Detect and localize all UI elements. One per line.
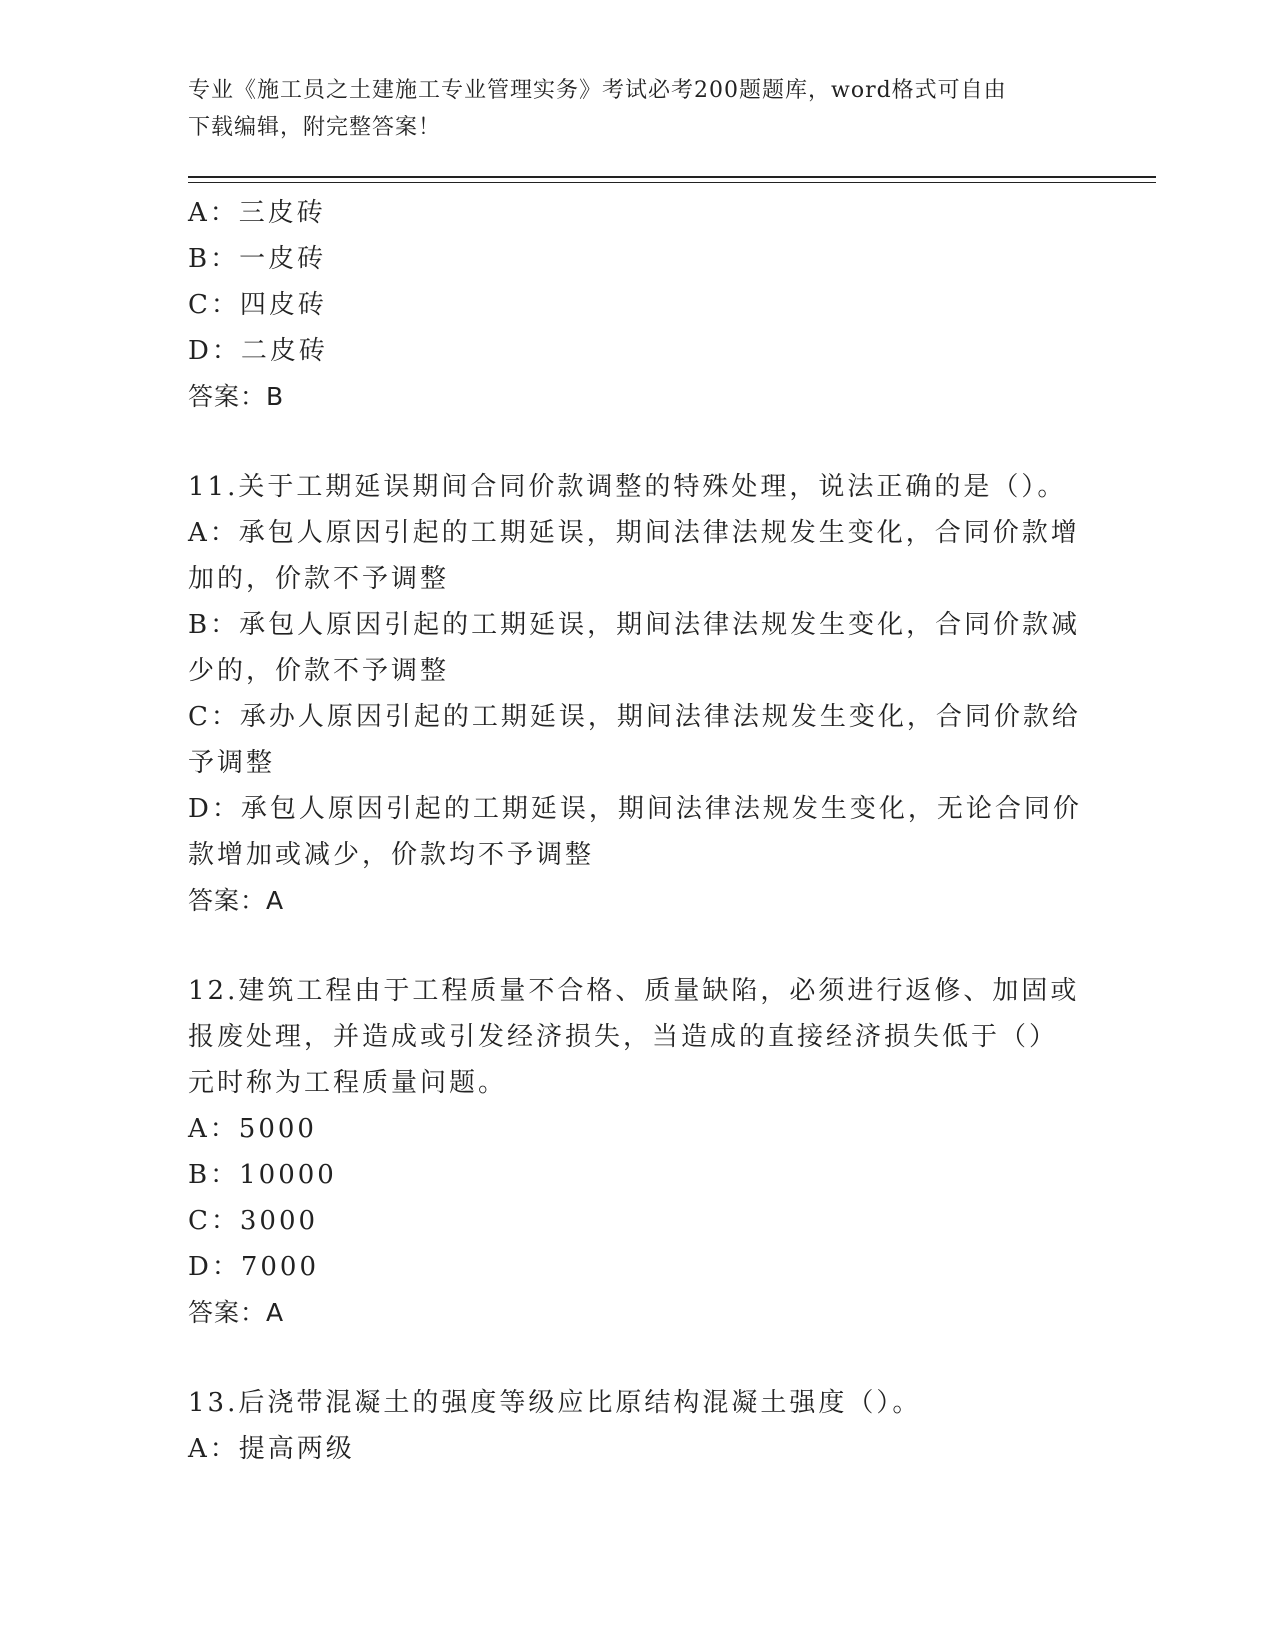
question-13 [188,1380,1088,1472]
answer: 答案：A [188,1298,285,1327]
option-b-line-1: B：承包人原因引起的工期延误，期间法律法规发生变化，合同价款减 [188,610,1081,640]
question-12 [188,968,1088,1336]
option-d: D：二皮砖 [188,336,328,366]
spacer [188,1336,1088,1380]
header-divider-thick [188,176,1156,178]
header-line-2: 下载编辑，附完整答案！ [188,115,442,140]
question-text-line-2: 报废处理，并造成或引发经济损失，当造成的直接经济损失低于（） [188,1022,1059,1052]
option-a: A：提高两级 [188,1434,355,1464]
answer: 答案：B [188,382,285,411]
spacer [188,420,1088,464]
question-list [188,190,1088,1472]
spacer [188,924,1088,968]
document-header [188,72,1068,146]
question-10 [188,190,1088,420]
question-text-line-3: 元时称为工程质量问题。 [188,1068,508,1098]
answer: 答案：A [188,886,285,915]
option-d-line-2: 款增加或减少，价款均不予调整 [188,840,595,870]
option-b-line-2: 少的，价款不予调整 [188,656,450,686]
header-line-1: 专业《施工员之土建施工专业管理实务》考试必考200题题库，word格式可自由 [188,78,1007,103]
question-11 [188,464,1088,924]
option-c: C：3000 [188,1206,319,1236]
option-c-line-2: 予调整 [188,748,276,778]
option-a-line-2: 加的，价款不予调整 [188,564,450,594]
option-b: B：一皮砖 [188,244,327,274]
option-a: A：5000 [188,1114,317,1144]
header-divider-thin [188,182,1156,183]
option-a: A：三皮砖 [188,198,326,228]
option-d-line-1: D：承包人原因引起的工期延误，期间法律法规发生变化，无论合同价 [188,794,1082,824]
question-text: 13.后浇带混凝土的强度等级应比原结构混凝土强度（）。 [188,1388,922,1418]
option-c-line-1: C：承办人原因引起的工期延误，期间法律法规发生变化，合同价款给 [188,702,1081,732]
option-d: D：7000 [188,1252,320,1282]
option-b: B：10000 [188,1160,337,1190]
option-c: C：四皮砖 [188,290,327,320]
question-text-line-1: 12.建筑工程由于工程质量不合格、质量缺陷，必须进行返修、加固或 [188,976,1080,1006]
question-text: 11.关于工期延误期间合同价款调整的特殊处理，说法正确的是（）。 [188,472,1067,502]
option-a-line-1: A：承包人原因引起的工期延误，期间法律法规发生变化，合同价款增 [188,518,1080,548]
